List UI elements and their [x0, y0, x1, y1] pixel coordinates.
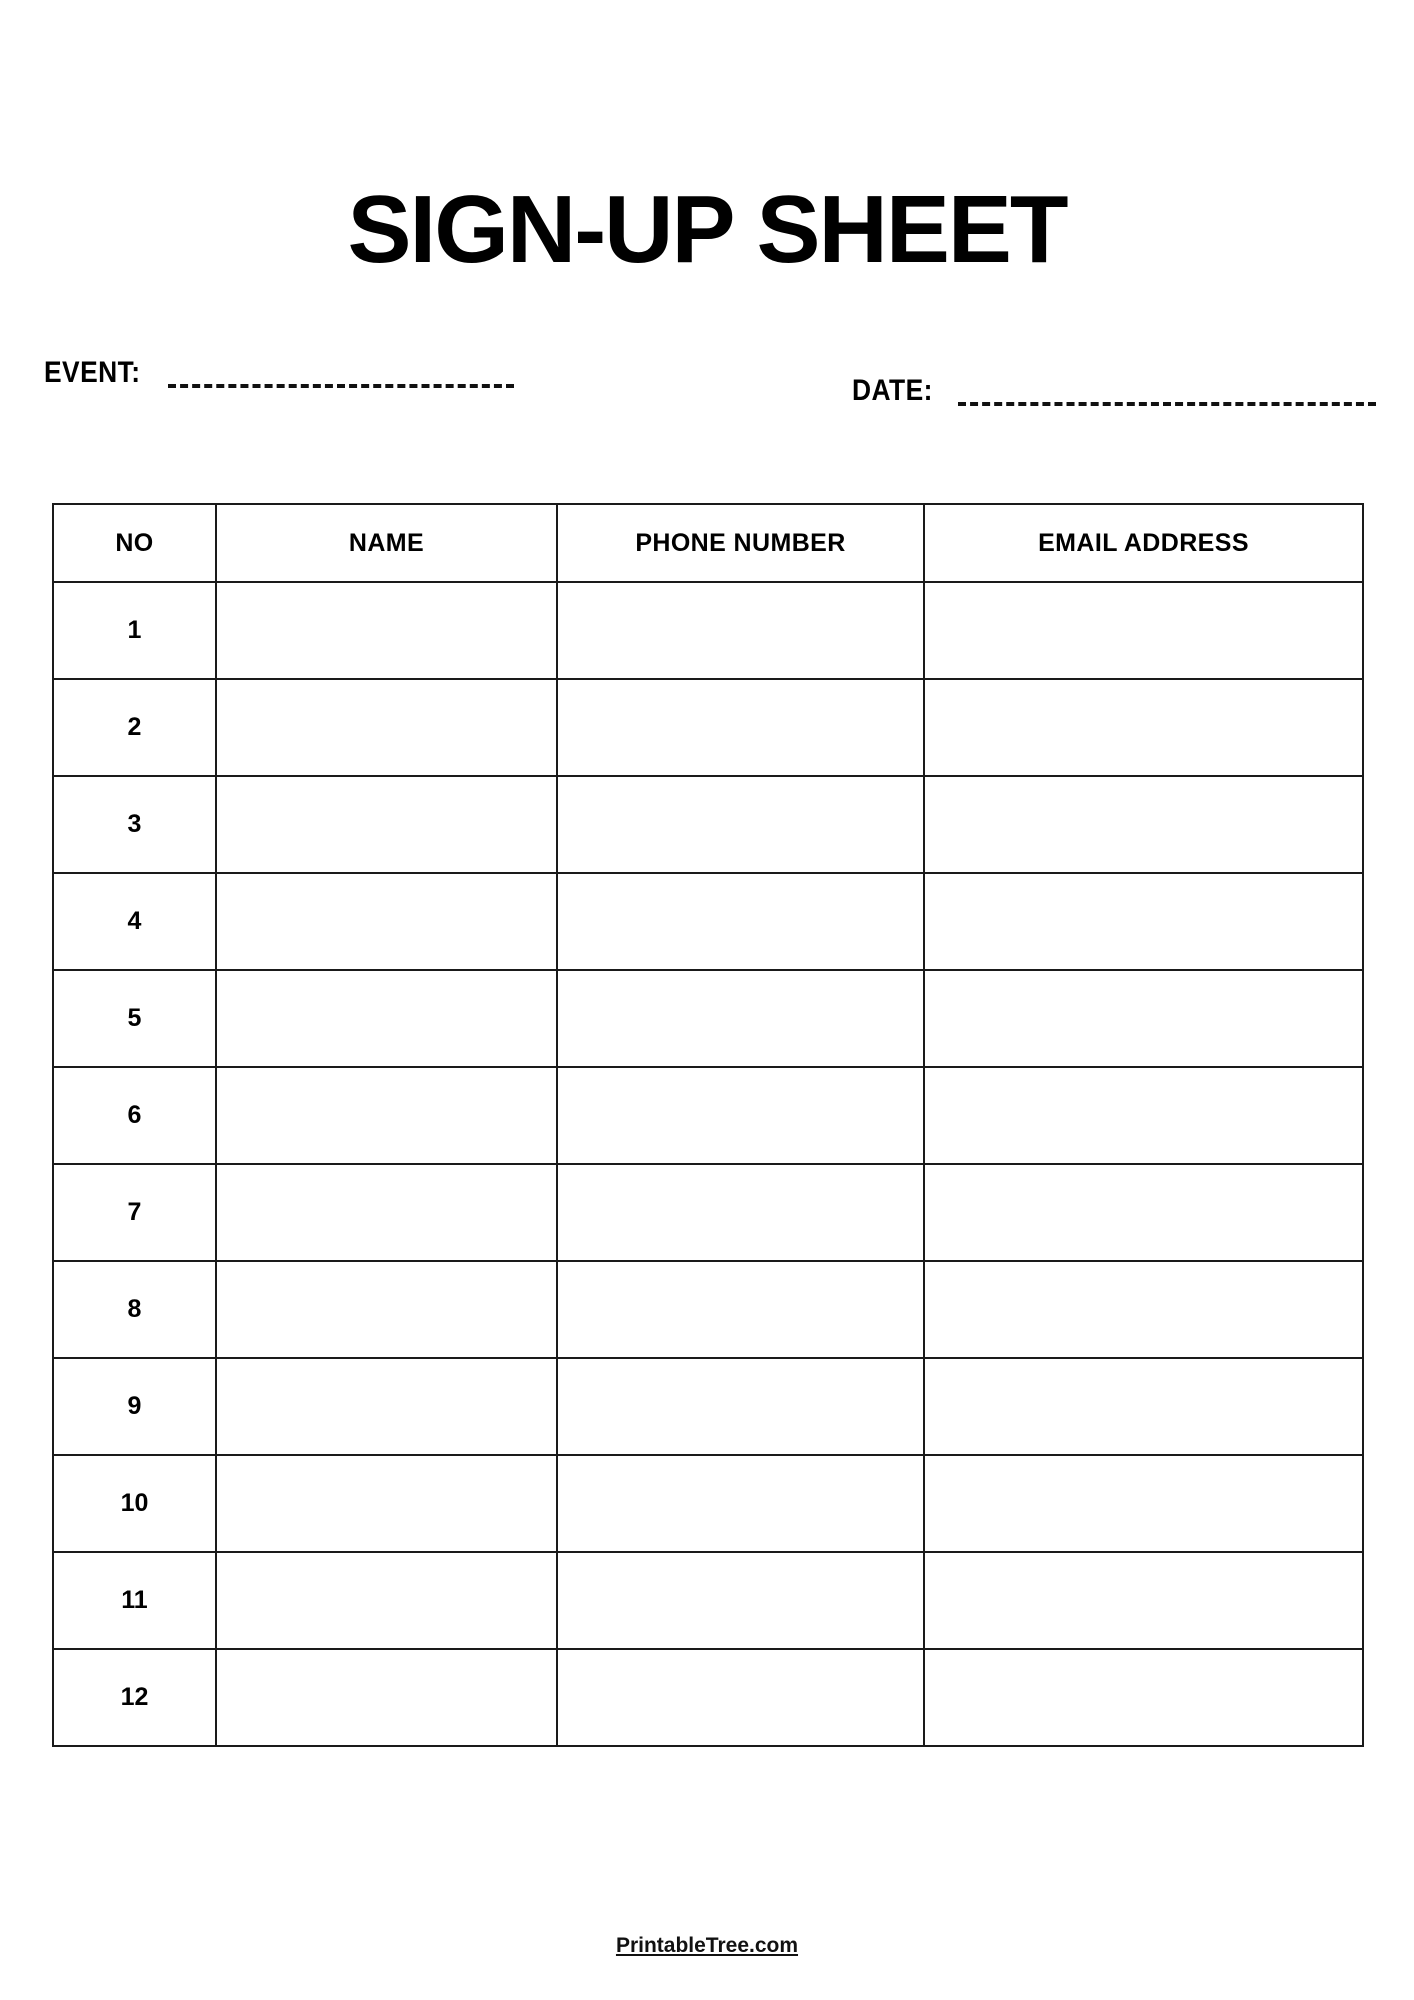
- table-row: [53, 1649, 1363, 1746]
- phone-cell[interactable]: [557, 582, 924, 679]
- name-cell[interactable]: [216, 1552, 557, 1649]
- table-row: [53, 679, 1363, 776]
- signup-table: [52, 503, 1364, 1747]
- phone-cell[interactable]: [557, 970, 924, 1067]
- row-number: 1: [53, 582, 216, 679]
- email-cell[interactable]: [924, 1358, 1363, 1455]
- date-field-label: DATE:: [852, 374, 933, 407]
- email-cell[interactable]: [924, 873, 1363, 970]
- phone-cell[interactable]: [557, 1261, 924, 1358]
- phone-cell[interactable]: [557, 1358, 924, 1455]
- email-cell[interactable]: [924, 582, 1363, 679]
- footer: [0, 1934, 1414, 1958]
- row-number: 6: [53, 1067, 216, 1164]
- phone-cell[interactable]: [557, 1455, 924, 1552]
- email-cell[interactable]: [924, 776, 1363, 873]
- phone-cell[interactable]: [557, 679, 924, 776]
- email-cell[interactable]: [924, 1164, 1363, 1261]
- email-cell[interactable]: [924, 1067, 1363, 1164]
- form-fields: [44, 340, 1374, 407]
- name-cell[interactable]: [216, 1455, 557, 1552]
- table-row: [53, 1455, 1363, 1552]
- email-cell[interactable]: [924, 1261, 1363, 1358]
- phone-cell[interactable]: [557, 1164, 924, 1261]
- name-cell[interactable]: [216, 582, 557, 679]
- row-number: 10: [53, 1455, 216, 1552]
- email-cell[interactable]: [924, 679, 1363, 776]
- name-cell[interactable]: [216, 970, 557, 1067]
- table-row: [53, 970, 1363, 1067]
- row-number: 12: [53, 1649, 216, 1746]
- name-cell[interactable]: [216, 679, 557, 776]
- name-cell[interactable]: [216, 873, 557, 970]
- row-number: 9: [53, 1358, 216, 1455]
- footer-site-link[interactable]: PrintableTree.com: [615, 1934, 799, 1957]
- name-cell[interactable]: [216, 1067, 557, 1164]
- column-header-name: NAME: [216, 504, 557, 582]
- row-number: 5: [53, 970, 216, 1067]
- phone-cell[interactable]: [557, 873, 924, 970]
- table-row: [53, 1358, 1363, 1455]
- page-title: SIGN-UP SHEET: [347, 176, 1067, 284]
- table-row: [53, 1164, 1363, 1261]
- date-field-line[interactable]: [958, 401, 1376, 406]
- name-cell[interactable]: [216, 1358, 557, 1455]
- event-field-label: EVENT:: [44, 356, 141, 389]
- column-header-phone: PHONE NUMBER: [557, 504, 924, 582]
- email-cell[interactable]: [924, 1455, 1363, 1552]
- table-header-row: [53, 504, 1363, 582]
- row-number: 2: [53, 679, 216, 776]
- column-header-no: NO: [53, 504, 216, 582]
- row-number: 8: [53, 1261, 216, 1358]
- email-cell[interactable]: [924, 970, 1363, 1067]
- table-row: [53, 582, 1363, 679]
- row-number: 4: [53, 873, 216, 970]
- row-number: 11: [53, 1552, 216, 1649]
- name-cell[interactable]: [216, 1261, 557, 1358]
- phone-cell[interactable]: [557, 1067, 924, 1164]
- email-cell[interactable]: [924, 1552, 1363, 1649]
- event-field-line[interactable]: [168, 383, 514, 388]
- table-row: [53, 1552, 1363, 1649]
- name-cell[interactable]: [216, 776, 557, 873]
- name-cell[interactable]: [216, 1164, 557, 1261]
- phone-cell[interactable]: [557, 776, 924, 873]
- table-row: [53, 1261, 1363, 1358]
- table-row: [53, 873, 1363, 970]
- phone-cell[interactable]: [557, 1552, 924, 1649]
- table-row: [53, 1067, 1363, 1164]
- name-cell[interactable]: [216, 1649, 557, 1746]
- phone-cell[interactable]: [557, 1649, 924, 1746]
- row-number: 7: [53, 1164, 216, 1261]
- event-field[interactable]: [44, 340, 514, 392]
- email-cell[interactable]: [924, 1649, 1363, 1746]
- table-row: [53, 776, 1363, 873]
- column-header-email: EMAIL ADDRESS: [924, 504, 1363, 582]
- row-number: 3: [53, 776, 216, 873]
- date-field[interactable]: [852, 358, 1376, 410]
